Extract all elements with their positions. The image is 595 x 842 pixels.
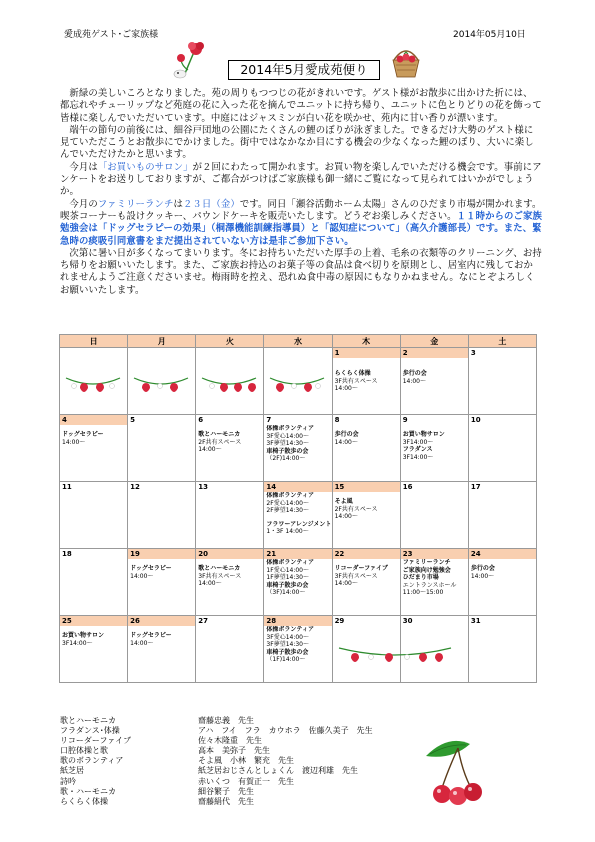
paragraph-koinobori: 端午の節句の前後には、細谷戸団地の公園にたくさんの鯉のぼりが泳ぎました。できるだけ大勢のゲスト様に見ていただこうとお散歩にでかけました。街中ではなかなか目にする機会の少なくなった鯉のぼり、大いに楽しんでいただけたかと思います。 (60, 124, 534, 161)
activity-name: 歌のボランティア (60, 756, 124, 766)
list-item (60, 766, 373, 776)
day-number: 16 (402, 483, 413, 491)
event-time: （2F)14:00～ (266, 455, 306, 462)
calendar-cell-day (468, 348, 536, 415)
calendar-cell-day (60, 616, 128, 683)
event-place: 2F共有スペース (198, 438, 242, 446)
volunteer-list (60, 716, 373, 807)
event-time: 14:00～ (334, 385, 358, 392)
list-item (60, 716, 373, 726)
activity-name: 口腔体操と歌 (60, 746, 108, 756)
calendar-cell-day (332, 348, 400, 415)
event-block (196, 425, 263, 454)
calendar-cell-day (128, 415, 196, 482)
event-name: らくらく体操 (334, 370, 371, 377)
day-number: 17 (470, 483, 481, 491)
activity-name: 歌とハーモニカ (60, 716, 116, 725)
event-name: 歩行の会 (402, 370, 427, 377)
event-time: 3F愛心14:00～ (266, 432, 309, 440)
calendar-cell-day (400, 415, 468, 482)
event-time: 3F愛心14:00～ (266, 633, 309, 641)
event-block (128, 626, 195, 647)
event-time: 14:00～ (130, 639, 154, 647)
event-name: フラワーアレンジメント (266, 520, 332, 528)
event-block (469, 559, 536, 580)
event-time: 14:00～ (334, 580, 358, 587)
calendar-cell-day (264, 616, 332, 683)
day-number: 2 (401, 348, 468, 358)
calendar-cell-day (400, 549, 468, 616)
event-block (264, 626, 331, 664)
carnation-illustration (172, 40, 212, 80)
calendar-week (60, 482, 537, 549)
activity-name: リコーダーファイブ (60, 736, 132, 746)
list-item (60, 736, 373, 746)
event-block (264, 492, 331, 536)
day-number: 29 (334, 617, 345, 625)
event-block (60, 626, 127, 647)
day-number: 5 (130, 416, 136, 424)
event-time: （1F)14:00～ (266, 656, 306, 663)
calendar-cell-day (60, 482, 128, 549)
event-time: 14:00～ (402, 377, 426, 385)
event-name: 歩行の会 (334, 431, 359, 438)
event-time: 14:00～ (470, 572, 495, 580)
highlight-shopping-salon: 「お買いものサロン」 (97, 161, 193, 173)
cherry-illustration (418, 730, 498, 810)
event-name: ドッグセラピー (130, 632, 172, 639)
weekday-wed: 水 (264, 335, 332, 348)
calendar-week (60, 348, 537, 415)
calendar-cell-day (332, 482, 400, 549)
event-time: 2F愛心14:00～ (266, 499, 309, 507)
event-block (128, 559, 195, 580)
volunteer-name: 齋藤忠義 先生 (198, 716, 254, 725)
day-number: 22 (333, 549, 400, 559)
day-number: 31 (470, 617, 481, 625)
highlight-lunch-date: ２３日（金） (182, 198, 240, 210)
day-number: 7 (266, 416, 272, 424)
calendar-cell-day (400, 482, 468, 549)
text: 今月は (69, 161, 98, 173)
calendar-cell-day (264, 415, 332, 482)
day-number: 28 (264, 616, 331, 626)
event-time: 3F14:00～ (402, 438, 434, 446)
calendar-cell-day (60, 549, 128, 616)
list-item (60, 746, 373, 756)
volunteer-name: 紙芝居おじさんとしょくん 渡辺利雄 先生 (198, 766, 358, 776)
event-block (333, 425, 400, 446)
event-block (401, 358, 468, 385)
event-time: 3F夢望14:30～ (266, 440, 309, 447)
calendar-cell-empty (60, 348, 128, 415)
event-name: 車椅子散歩の会 (266, 648, 309, 656)
day-number: 13 (198, 483, 209, 491)
day-number: 9 (402, 416, 408, 424)
day-number: 23 (401, 549, 468, 559)
calendar-week (60, 616, 537, 683)
activity-name: フラダンス･体操 (60, 726, 120, 736)
event-name: 歌とハーモニカ (198, 565, 241, 572)
day-number: 4 (60, 415, 127, 425)
calendar-cell-day (400, 348, 468, 415)
newsletter-title: 2014年5月愛成苑便り (228, 60, 380, 80)
calendar-cell-day (468, 616, 536, 683)
event-time: （3F)14:00～ (266, 589, 306, 596)
day-number: 30 (402, 617, 413, 625)
day-number: 3 (470, 349, 476, 357)
highlight-family-lunch: ファミリーランチ (97, 198, 174, 210)
event-time: 14:00～ (198, 446, 222, 453)
calendar-week (60, 415, 537, 482)
calendar-cell-day (264, 549, 332, 616)
event-block (264, 425, 331, 463)
calendar-cell-day (196, 415, 264, 482)
event-name: 車椅子散歩の会 (266, 581, 309, 589)
weekday-thu: 木 (332, 335, 400, 348)
volunteer-name: アハ フイ フラ カウホラ 佐藤久美子 先生 (198, 726, 373, 736)
event-calendar (59, 334, 537, 683)
event-name: ドッグセラピー (130, 565, 172, 572)
event-block (333, 559, 400, 588)
volunteer-name: 赤いくつ 有賀正一 先生 (198, 776, 294, 786)
day-number: 1 (333, 348, 400, 358)
event-time: 14:00～ (334, 513, 358, 520)
event-name: 歩行の会 (470, 565, 495, 572)
weekday-sun: 日 (60, 335, 128, 348)
event-place: 3F共有スペース (334, 377, 378, 385)
event-place: 2F共有スペース (334, 505, 378, 513)
event-place: エントランスホール (402, 581, 457, 589)
calendar-cell-day (196, 482, 264, 549)
calendar-cell-day (60, 415, 128, 482)
calendar-cell-day (196, 549, 264, 616)
day-number: 26 (128, 616, 195, 626)
text: 今月の (69, 198, 98, 210)
event-time: 14:00～ (130, 572, 154, 580)
activity-name: 歌・ハーモニカ (60, 786, 116, 796)
event-name: リコーダーファイブ (334, 565, 388, 572)
calendar-cell-day (468, 549, 536, 616)
event-time: 14:00～ (334, 438, 358, 446)
text: は (173, 198, 183, 210)
volunteer-name: 佐々木隆重 先生 (198, 736, 262, 746)
calendar-cell-day (332, 415, 400, 482)
calendar-cell-empty (128, 348, 196, 415)
day-number: 14 (264, 482, 331, 492)
event-name: そよ風 (334, 498, 353, 505)
day-number: 24 (469, 549, 536, 559)
activity-name: らくらく体操 (60, 796, 108, 806)
list-item (60, 777, 373, 787)
event-block (333, 492, 400, 521)
weekday-mon: 月 (128, 335, 196, 348)
event-time: 11:00～15:00 (402, 589, 444, 596)
newsletter-body (60, 88, 542, 297)
event-name: お買い物サロン (402, 431, 445, 438)
strawberry-garland-illustration (200, 370, 258, 398)
paragraph-seasonal-notice: 次第に暑い日が多くなってまいります。冬にお持ちいただいた厚手の上着、毛糸の衣類等のクリーニング、お持ち帰りをお願いいたします。また、ご家族お持込のお菓子等の食品は食べ切りを原則とし、居室内に残しておかれませんようご注意くださいませ。梅雨時を控え、恐れぬ食中毒の原因にもなりかねません。なにとぞよろしくお願いいたします。 (60, 247, 542, 296)
calendar-cell-day (468, 415, 536, 482)
event-name: 体操ボランティア (266, 626, 314, 633)
weekday-sat: 土 (468, 335, 536, 348)
day-number: 20 (196, 549, 263, 559)
weekday-fri: 金 (400, 335, 468, 348)
event-block (264, 559, 331, 597)
event-place: 3F共有スペース (334, 572, 378, 580)
day-number: 25 (60, 616, 127, 626)
calendar-cell-day (196, 616, 264, 683)
event-name: 体操ボランティア (266, 492, 314, 499)
event-block (196, 559, 263, 588)
event-name: 車椅子散歩の会 (266, 447, 309, 455)
text: が２回にわたって開かれます。お買い物を楽しんでいただける機会です。事前にアンケートをお送りしておりますが、ご都合がつけばご家族様も御一緒にご覧になって見られてはいかがでしょうか。 (60, 161, 542, 198)
strawberry-garland-illustration (268, 370, 326, 398)
volunteer-name: 高本 美弥子 先生 (198, 746, 270, 756)
volunteer-name: 細谷繁子 先生 (198, 786, 254, 796)
event-name: ご家族向け勉強会 (402, 566, 451, 574)
event-place: 3F共有スペース (198, 572, 242, 580)
calendar-header-row (60, 335, 537, 348)
header-recipients: 愛成苑ゲスト･ご家族様 (64, 30, 159, 40)
paragraph-family-lunch (60, 199, 542, 248)
calendar-cell-empty (264, 348, 332, 415)
event-block (401, 559, 468, 597)
day-number: 6 (198, 416, 204, 424)
calendar-cell-day (264, 482, 332, 549)
event-name: 歌とハーモニカ (198, 431, 241, 438)
volunteer-name: 齋藤絹代 先生 (198, 796, 254, 806)
event-time: 3F夢望14:30～ (266, 641, 309, 648)
day-number: 11 (62, 483, 72, 491)
list-item (60, 726, 373, 736)
event-name: ファミリーランチ (402, 559, 451, 566)
event-name: ドッグセラピー (62, 431, 104, 438)
event-time: 3F14:00～ (62, 639, 93, 647)
activity-name: 紙芝居 (60, 766, 84, 776)
day-number: 21 (264, 549, 331, 559)
event-time: 14:00～ (62, 438, 86, 446)
header-date: 2014年05月10日 (453, 30, 526, 40)
paragraph-greeting: 新緑の美しいころとなりました。苑の周りもつつじの花がきれいです。ゲスト様がお散歩に出かけた折には、都忘れやチューリップなど苑庭の花に入った花を摘んでユニットに持ち帰り、ユニットに色とりどりの花を飾って皆様に楽しんでいただいています。中庭にはジャスミンが白い花を咲かせ、苑内に甘い香りが漂います。 (60, 88, 542, 124)
calendar-cell-empty (196, 348, 264, 415)
calendar-cell-day (400, 616, 468, 683)
event-name: お買い物サロン (62, 632, 105, 639)
event-time: 2F夢望14:30～ (266, 507, 309, 514)
calendar-week (60, 549, 537, 616)
event-time: 1F夢望14:30～ (266, 574, 309, 581)
calendar-cell-day (468, 482, 536, 549)
list-item (60, 756, 373, 766)
event-block (333, 358, 400, 393)
day-number: 18 (62, 550, 72, 558)
calendar-cell-day (128, 616, 196, 683)
event-block (401, 425, 468, 461)
strawberry-garland-illustration (132, 370, 190, 398)
calendar-cell-day (128, 482, 196, 549)
event-time: 1・3F 14:00～ (266, 528, 309, 535)
event-name: ひだまり市場 (402, 574, 439, 581)
day-number: 8 (334, 416, 340, 424)
calendar-cell-day (332, 616, 400, 683)
paragraph-shopping-salon (60, 162, 542, 199)
strawberry-garland-illustration (64, 370, 122, 398)
event-time: 14:00～ (198, 580, 222, 587)
volunteer-name: そよ風 小林 繁充 先生 (198, 756, 294, 766)
calendar-cell-day (128, 549, 196, 616)
day-number: 19 (128, 549, 195, 559)
day-number: 15 (333, 482, 400, 492)
weekday-tue: 火 (196, 335, 264, 348)
strawberry-basket-illustration (388, 44, 424, 80)
event-time: 3F14:00～ (402, 453, 434, 461)
day-number: 27 (198, 617, 209, 625)
event-time: 1F愛心14:00～ (266, 566, 309, 574)
day-number: 12 (130, 483, 140, 491)
event-block (60, 425, 127, 446)
calendar-cell-day (332, 549, 400, 616)
text: です。同日「瀬谷活動ホーム太陽」さんのひだまり市場が開かれます。喫茶コーナーも設けクッキー、パウンドケーキを販売いたします。どうぞお楽しみください。 (60, 198, 542, 222)
event-name: 体操ボランティア (266, 425, 314, 432)
day-number: 10 (470, 416, 481, 424)
activity-name: 詩吟 (60, 776, 76, 786)
event-name: フラダンス (402, 446, 433, 453)
event-name: 体操ボランティア (266, 559, 314, 566)
highlight-family-study-session: １１時からのご家族勉強会は「ドッグセラピーの効果」（桐澤機能訓練指導員）と「認知症について」（高久介護部長）です。また、緊急時の痰吸引同意書をまだ提出されていない方は是非ご参加下さい。 (60, 210, 542, 247)
list-item (60, 797, 373, 807)
list-item (60, 787, 373, 797)
